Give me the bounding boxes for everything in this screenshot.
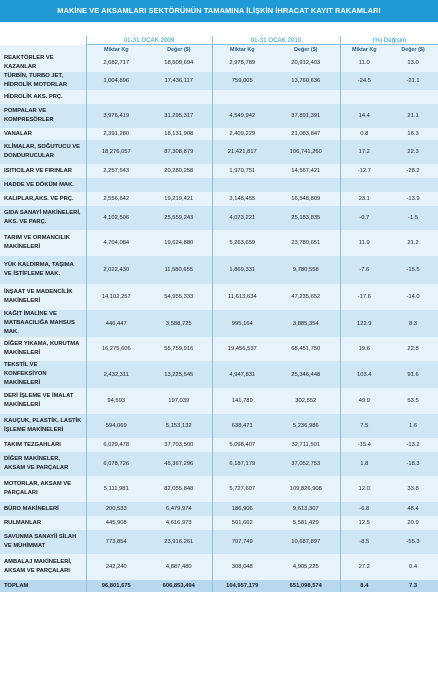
value-2010-cell: 109,826,908: [272, 476, 340, 502]
table-row: [0, 90, 438, 104]
qty-2009-cell: 4,102,506: [86, 206, 146, 230]
qty-2009-cell: 446,447: [86, 310, 146, 337]
row-label: KALIPLAR,AKS. VE PRÇ.: [0, 192, 86, 206]
qty-change-cell: 23.1: [340, 192, 388, 206]
table-row: [0, 128, 438, 140]
row-label: GIDA SANAYİ MAKİNELERİ, AKS. VE PARÇ.: [0, 206, 86, 230]
qty-change-cell: -0.7: [340, 206, 388, 230]
qty-2010-cell: 5,098,407: [212, 438, 272, 452]
value-2010-cell: 25,183,835: [272, 206, 340, 230]
value-2010-cell: [272, 178, 340, 192]
row-label: VANALAR: [0, 128, 86, 140]
qty-2010-cell: 186,906: [212, 502, 272, 516]
qty-2009-cell: 2,432,311: [86, 361, 146, 388]
value-change-cell: -1.5: [388, 206, 438, 230]
value-change-cell: 53.5: [388, 388, 438, 414]
qty-change-cell: 49.9: [340, 388, 388, 414]
qty-change-cell: -15.4: [340, 438, 388, 452]
subheader-qty-2010: Miktar Kg: [212, 45, 272, 55]
qty-change-cell: -8.5: [340, 530, 388, 554]
table-row: [0, 388, 438, 414]
value-change-cell: -15.5: [388, 256, 438, 284]
qty-2010-cell: 759,005: [212, 72, 272, 90]
value-change-cell: 21.1: [388, 104, 438, 128]
qty-2009-cell: 5,111,981: [86, 476, 146, 502]
qty-2009-cell: 2,556,642: [86, 192, 146, 206]
row-label: DERİ İŞLEME VE İMALAT MAKİNELERİ: [0, 388, 86, 414]
value-2010-cell: 302,552: [272, 388, 340, 414]
value-2009-cell: 54,955,333: [146, 284, 212, 310]
row-label: HİDROLİK AKS. PRÇ.: [0, 90, 86, 104]
qty-2010-cell: [212, 178, 272, 192]
subheader-qty-change: Miktar Kg: [340, 45, 388, 55]
qty-change-cell: 11.0: [340, 54, 388, 72]
value-2009-cell: 25,559,243: [146, 206, 212, 230]
value-2009-cell: [146, 178, 212, 192]
value-2009-cell: 6,479,974: [146, 502, 212, 516]
value-2010-cell: 16,548,809: [272, 192, 340, 206]
qty-2010-cell: 21,421,817: [212, 140, 272, 164]
value-change-cell: -14.0: [388, 284, 438, 310]
total-row: [0, 580, 438, 592]
table-row: [0, 230, 438, 256]
qty-2010-cell: 638,471: [212, 414, 272, 438]
value-2010-cell: 9,780,558: [272, 256, 340, 284]
qty-change-cell: -7.6: [340, 256, 388, 284]
row-label: YÜK KALDIRMA, TAŞIMA VE İSTİFLEME MAK.: [0, 256, 86, 284]
qty-change-cell: 14.4: [340, 104, 388, 128]
value-2009-cell: 18,509,694: [146, 54, 212, 72]
value-2009-cell: 87,308,879: [146, 140, 212, 164]
value-change-cell: -13.9: [388, 192, 438, 206]
qty-change-cell: 7.5: [340, 414, 388, 438]
table-title: MAKİNE VE AKSAMLARI SEKTÖRÜNÜN TAMAMINA İLİŞKİN İHRACAT KAYIT RAKAMLARI: [0, 0, 438, 22]
value-change-cell: 33.8: [388, 476, 438, 502]
qty-change-cell: [340, 90, 388, 104]
table-row: [0, 284, 438, 310]
qty-2009-cell: 200,533: [86, 502, 146, 516]
row-label: DİĞER YIKAMA, KURUTMA MAKİNELERİ: [0, 337, 86, 361]
value-change-cell: -13.2: [388, 438, 438, 452]
value-2010-cell: [272, 90, 340, 104]
qty-2009-cell: 18,276,057: [86, 140, 146, 164]
row-label: KAUÇUK, PLASTİK, LASTİK İŞLEME MAKİNELERİ: [0, 414, 86, 438]
qty-2009-cell: 2,391,280: [86, 128, 146, 140]
qty-2010-cell: 5,263,659: [212, 230, 272, 256]
table-row: [0, 178, 438, 192]
value-2010-cell: 20,912,403: [272, 54, 340, 72]
value-2009-cell: 18,131,908: [146, 128, 212, 140]
value-2009-cell: 82,055,848: [146, 476, 212, 502]
value-change-cell: [388, 178, 438, 192]
row-label: REAKTÖRLER VE KAZANLAR: [0, 54, 86, 72]
value-change-cell: [388, 90, 438, 104]
qty-2010-cell: 2,409,229: [212, 128, 272, 140]
subheader-row: [0, 45, 438, 55]
value-2010-cell: 47,235,652: [272, 284, 340, 310]
table-row: [0, 54, 438, 72]
qty-2010-cell: 1,869,331: [212, 256, 272, 284]
value-change-cell: 22.8: [388, 337, 438, 361]
row-label: POMPALAR VE KOMPRESÖRLER: [0, 104, 86, 128]
qty-2009-cell: 2,257,543: [86, 164, 146, 178]
qty-change-cell: -6.8: [340, 502, 388, 516]
value-change-cell: 13.0: [388, 54, 438, 72]
qty-2009-cell: 3,976,419: [86, 104, 146, 128]
row-label: TEKSTİL VE KONFEKSİYON MAKİNELERİ: [0, 361, 86, 388]
qty-2009-cell: 16,275,606: [86, 337, 146, 361]
value-2010-cell: 21,083,847: [272, 128, 340, 140]
value-change-cell: 0.4: [388, 554, 438, 580]
export-table: [0, 36, 438, 592]
value-2009-cell: 17,436,117: [146, 72, 212, 90]
qty-2010-cell: 11,613,634: [212, 284, 272, 310]
qty-2010-cell: 4,549,942: [212, 104, 272, 128]
qty-2010-cell: 1,970,751: [212, 164, 272, 178]
qty-2009-cell: 242,240: [86, 554, 146, 580]
total-qty-change-cell: 8.4: [340, 580, 388, 592]
value-2009-cell: 19,219,421: [146, 192, 212, 206]
value-change-cell: -28.2: [388, 164, 438, 178]
subheader-qty-2009: Miktar Kg: [86, 45, 146, 55]
value-change-cell: 16.3: [388, 128, 438, 140]
value-2009-cell: [146, 90, 212, 104]
qty-2010-cell: 4,947,831: [212, 361, 272, 388]
qty-2010-cell: 6,187,179: [212, 452, 272, 476]
value-2010-cell: 10,687,897: [272, 530, 340, 554]
qty-2009-cell: 6,078,726: [86, 452, 146, 476]
row-label: TÜRBİN, TURBO JET, HİDROLİK MOTORLAR: [0, 72, 86, 90]
table-row: [0, 554, 438, 580]
value-change-cell: 91.6: [388, 361, 438, 388]
value-2010-cell: 37,052,753: [272, 452, 340, 476]
value-2010-cell: 5,581,429: [272, 516, 340, 530]
qty-change-cell: 19.6: [340, 337, 388, 361]
subheader-value-2009: Değer ($): [146, 45, 212, 55]
period-2009: 01-31 OCAK 2009: [86, 36, 212, 45]
table-row: [0, 310, 438, 337]
qty-change-cell: 27.2: [340, 554, 388, 580]
value-change-cell: 8.3: [388, 310, 438, 337]
value-change-cell: 1.6: [388, 414, 438, 438]
value-change-cell: -21.1: [388, 72, 438, 90]
total-qty-2010-cell: 104,957,179: [212, 580, 272, 592]
value-2009-cell: 45,367,296: [146, 452, 212, 476]
row-label: SAVUNMA SANAYİİ SİLAH VE MÜHİMMAT: [0, 530, 86, 554]
total-label: TOPLAM: [0, 580, 86, 592]
row-label: DİĞER MAKİNELER, AKSAM VE PARÇALAR: [0, 452, 86, 476]
qty-2009-cell: 94,593: [86, 388, 146, 414]
qty-change-cell: 122.9: [340, 310, 388, 337]
qty-change-cell: 0.8: [340, 128, 388, 140]
value-change-cell: 48.4: [388, 502, 438, 516]
value-2009-cell: 23,916,261: [146, 530, 212, 554]
table-row: [0, 516, 438, 530]
qty-2010-cell: 2,978,789: [212, 54, 272, 72]
table-row: [0, 72, 438, 90]
value-2010-cell: 14,567,421: [272, 164, 340, 178]
value-2010-cell: 37,891,391: [272, 104, 340, 128]
qty-change-cell: 12.0: [340, 476, 388, 502]
value-2009-cell: 19,624,880: [146, 230, 212, 256]
row-label: RULMANLAR: [0, 516, 86, 530]
qty-2009-cell: 445,908: [86, 516, 146, 530]
qty-2009-cell: 14,102,257: [86, 284, 146, 310]
total-value-change-cell: 7.3: [388, 580, 438, 592]
table-row: [0, 164, 438, 178]
qty-change-cell: -17.6: [340, 284, 388, 310]
table-row: [0, 452, 438, 476]
qty-2009-cell: 1,004,896: [86, 72, 146, 90]
qty-change-cell: -24.5: [340, 72, 388, 90]
table-row: [0, 192, 438, 206]
subheader-value-2010: Değer ($): [272, 45, 340, 55]
qty-2010-cell: 5,727,607: [212, 476, 272, 502]
value-2010-cell: 25,346,448: [272, 361, 340, 388]
row-label: HADDE VE DÖKÜM MAK.: [0, 178, 86, 192]
row-label: İNŞAAT VE MADENCİLİK MAKİNELERİ: [0, 284, 86, 310]
qty-2010-cell: 308,048: [212, 554, 272, 580]
value-2010-cell: 3,885,354: [272, 310, 340, 337]
value-change-cell: 20.9: [388, 516, 438, 530]
value-2009-cell: 55,759,916: [146, 337, 212, 361]
qty-2009-cell: [86, 178, 146, 192]
table-row: [0, 502, 438, 516]
qty-2010-cell: 501,662: [212, 516, 272, 530]
total-qty-2009-cell: 96,801,675: [86, 580, 146, 592]
table-row: [0, 476, 438, 502]
table-row: [0, 256, 438, 284]
row-label: BÜRO MAKİNELERİ: [0, 502, 86, 516]
row-label: KAĞIT İMALİNE VE MATBAACILIĞA MAHSUS MAK.: [0, 310, 86, 337]
subheader-value-change: Değer ($): [388, 45, 438, 55]
value-change-cell: 22.3: [388, 140, 438, 164]
qty-change-cell: 11.9: [340, 230, 388, 256]
row-label: AMBALAJ MAKİNELERİ, AKSAM VE PARÇALARI: [0, 554, 86, 580]
qty-2010-cell: 995,164: [212, 310, 272, 337]
value-change-cell: -55.3: [388, 530, 438, 554]
value-2009-cell: 20,280,258: [146, 164, 212, 178]
value-2010-cell: 9,613,307: [272, 502, 340, 516]
period-2010: 01-31 OCAK 2010: [212, 36, 340, 45]
table-row: [0, 337, 438, 361]
row-label: TAKIM TEZGAHLARI: [0, 438, 86, 452]
value-2009-cell: 13,225,545: [146, 361, 212, 388]
total-value-2010-cell: 651,098,574: [272, 580, 340, 592]
value-2010-cell: 23,780,651: [272, 230, 340, 256]
table-row: [0, 104, 438, 128]
table-row: [0, 414, 438, 438]
qty-2010-cell: 19,456,537: [212, 337, 272, 361]
qty-2010-cell: 3,148,455: [212, 192, 272, 206]
total-value-2009-cell: 606,853,494: [146, 580, 212, 592]
value-2009-cell: 3,588,725: [146, 310, 212, 337]
value-2009-cell: 4,616,973: [146, 516, 212, 530]
qty-2009-cell: 4,704,084: [86, 230, 146, 256]
table-row: [0, 361, 438, 388]
qty-2010-cell: 141,789: [212, 388, 272, 414]
qty-2010-cell: [212, 90, 272, 104]
qty-change-cell: [340, 178, 388, 192]
value-2010-cell: 68,451,750: [272, 337, 340, 361]
qty-2009-cell: [86, 90, 146, 104]
row-label: MOTORLAR, AKSAM VE PARÇALARI: [0, 476, 86, 502]
period-header-row: [0, 36, 438, 45]
row-label: TARIM VE ORMANCILIK MAKİNELERİ: [0, 230, 86, 256]
qty-change-cell: 17.2: [340, 140, 388, 164]
qty-change-cell: -12.7: [340, 164, 388, 178]
qty-2009-cell: 773,854: [86, 530, 146, 554]
period-change: (%) Değişim: [340, 36, 438, 45]
row-label: KLİMALAR, SOĞUTUCU VE DONDURUCULAR: [0, 140, 86, 164]
table-row: [0, 140, 438, 164]
table-row: [0, 438, 438, 452]
row-label: ISITICILAR VE FIRINLAR: [0, 164, 86, 178]
value-2009-cell: 197,039: [146, 388, 212, 414]
value-change-cell: 21.2: [388, 230, 438, 256]
value-2010-cell: 106,741,260: [272, 140, 340, 164]
value-2010-cell: 13,760,636: [272, 72, 340, 90]
table-row: [0, 530, 438, 554]
value-2009-cell: 5,153,132: [146, 414, 212, 438]
value-2009-cell: 37,703,500: [146, 438, 212, 452]
value-2010-cell: 32,711,501: [272, 438, 340, 452]
qty-change-cell: 1.8: [340, 452, 388, 476]
qty-2009-cell: 594,069: [86, 414, 146, 438]
value-2010-cell: 4,905,225: [272, 554, 340, 580]
value-2009-cell: 4,887,480: [146, 554, 212, 580]
qty-change-cell: 12.5: [340, 516, 388, 530]
value-2010-cell: 5,236,986: [272, 414, 340, 438]
value-2009-cell: 31,295,317: [146, 104, 212, 128]
value-change-cell: -18.3: [388, 452, 438, 476]
value-2009-cell: 11,580,655: [146, 256, 212, 284]
table-row: [0, 206, 438, 230]
qty-2010-cell: 707,749: [212, 530, 272, 554]
qty-2009-cell: 6,029,478: [86, 438, 146, 452]
qty-2009-cell: 2,682,717: [86, 54, 146, 72]
qty-2009-cell: 2,022,430: [86, 256, 146, 284]
qty-change-cell: 103.4: [340, 361, 388, 388]
qty-2010-cell: 4,073,221: [212, 206, 272, 230]
